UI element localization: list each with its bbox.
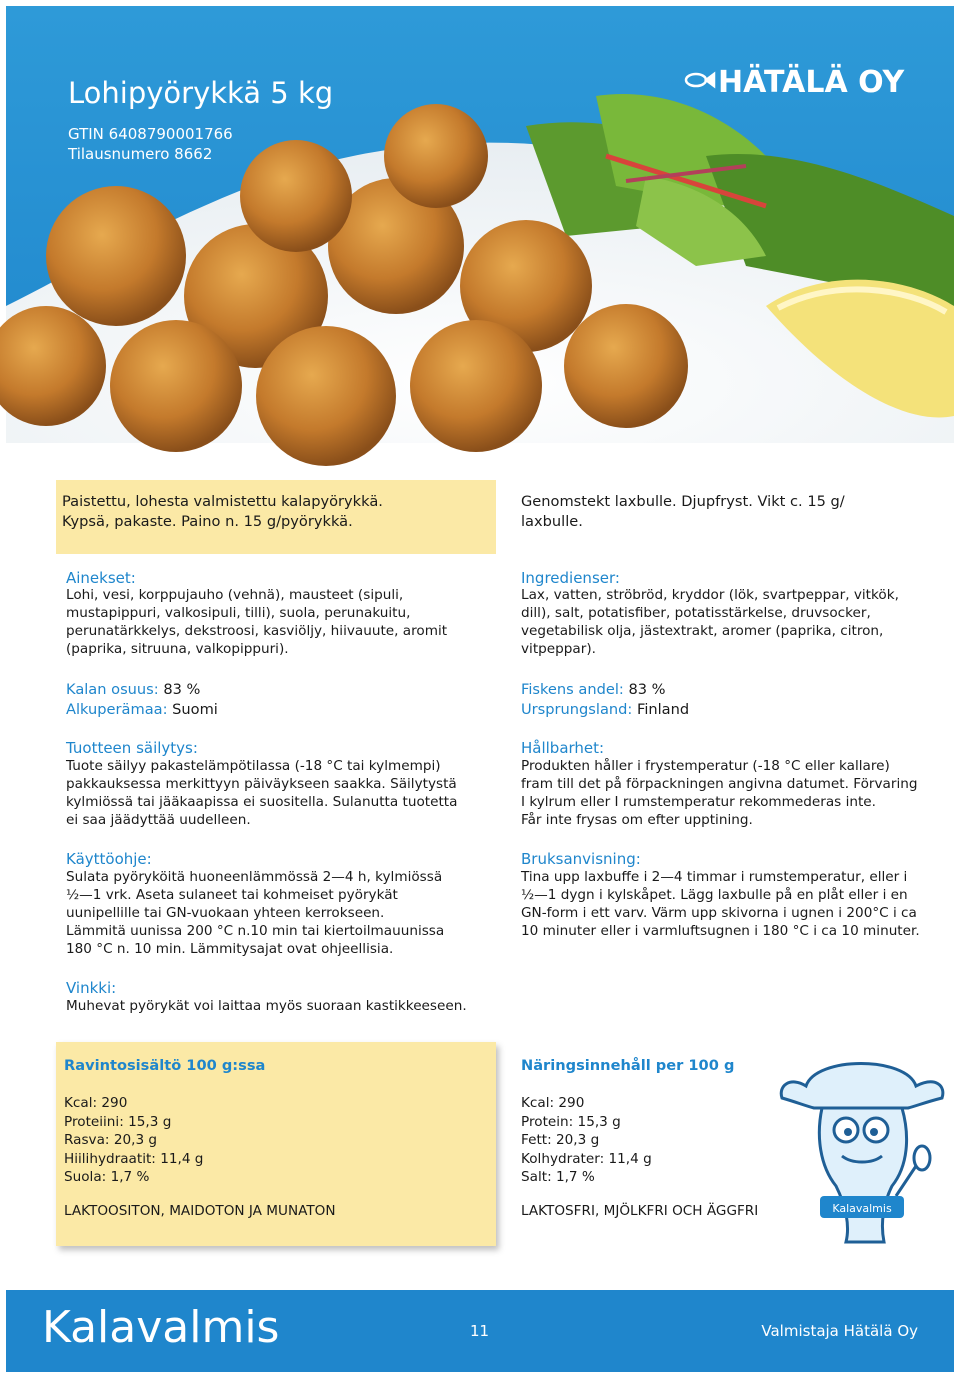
free-from-fi: LAKTOOSITON, MAIDOTON JA MUNATON (64, 1203, 336, 1219)
nutrition-item: Kcal: 290 (64, 1095, 128, 1111)
ingredients-sv-line4: vitpeppar). (521, 641, 596, 657)
intro-fi-line1: Paistettu, lohesta valmistettu kalapyörykkä. (62, 493, 383, 510)
nutrition-item: Kolhydrater: 11,4 g (521, 1150, 652, 1167)
footer-maker: Valmistaja Hätälä Oy (761, 1322, 918, 1340)
page-number: 11 (470, 1322, 490, 1340)
ingredients-fi-line3: perunatärkkelys, dekstroosi, kasviöljy, hiivauute, aromit (66, 623, 448, 639)
chef-fish-mascot (776, 1046, 948, 1246)
ingredients-heading-sv: Ingredienser: (521, 569, 620, 587)
usage-sv-line1: Tina upp laxbuffe i 2—4 timmar i rumstemperatur, eller i (521, 869, 908, 885)
usage-sv-line2: ½—1 dygn i kylskåpet. Lägg laxbulle på en plåt eller i en (521, 887, 908, 903)
free-from-sv: LAKTOSFRI, MJÖLKFRI OCH ÄGGFRI (521, 1203, 759, 1219)
usage-heading-fi: Käyttöohje: (66, 850, 152, 868)
ingredients-fi-line1: Lohi, vesi, korppujauho (vehnä), mausteet (sipuli, (66, 587, 404, 603)
intro-sv-line1: Genomstekt laxbulle. Djupfryst. Vikt c. 15 g/ (521, 493, 845, 510)
storage-heading-fi: Tuotteen säilytys: (66, 739, 198, 757)
fish-share-label: Fiskens andel: (521, 681, 624, 698)
storage-heading-sv: Hållbarhet: (521, 739, 605, 757)
nutrition-list-sv (521, 1094, 652, 1187)
storage-sv-line2: fram till det på förpackningen angivna datumet. Förvaring (521, 776, 918, 792)
ingredients-fi-line2: mustapippuri, valkosipuli, tilli), suola, perunakuitu, (66, 605, 411, 621)
ingredients-sv-line3: vegetabilisk olja, jästextrakt, aromer (paprika, citron, (521, 623, 884, 639)
usage-fi-line4: Lämmitä uunissa 200 °C n.10 min tai kiertoilmauunissa (66, 923, 445, 939)
product-title: Lohipyörykkä 5 kg (68, 76, 334, 110)
logo-text: HÄTÄLÄ OY (718, 65, 905, 100)
storage-sv-line1: Produkten håller i frystemperatur (-18 °C eller kallare) (521, 758, 890, 774)
nutrition-item: Fett: 20,3 g (521, 1132, 600, 1148)
usage-fi-line5: 180 °C n. 10 min. Lämmitysajat ovat ohjeellisia. (66, 941, 394, 957)
storage-fi-line3: kylmiössä tai jääkaapissa ei suositella. Sulanutta tuotetta (66, 794, 458, 810)
nutrition-item: Protein: 15,3 g (521, 1113, 621, 1130)
intro-fi-line2: Kypsä, pakaste. Paino n. 15 g/pyörykkä. (62, 513, 353, 530)
storage-fi-line1: Tuote säilyy pakastelämpötilassa (-18 °C tai kylmempi) (66, 758, 441, 774)
usage-heading-sv: Bruksanvisning: (521, 850, 641, 868)
tip-heading-fi: Vinkki: (66, 979, 117, 997)
gtin-code: GTIN 6408790001766 (68, 125, 233, 143)
storage-fi-line2: pakkauksessa merkittyyn päiväykseen saakka. Säilytystä (66, 776, 457, 792)
ingredients-sv-line2: dill), salt, potatisfiber, potatisstärkelse, druvsocker, (521, 605, 871, 621)
nutrition-heading-sv: Näringsinnehåll per 100 g (521, 1057, 735, 1074)
ingredients-heading-fi: Ainekset: (66, 569, 136, 587)
storage-fi-line4: ei saa jäädyttää uudelleen. (66, 812, 251, 828)
origin-label: Alkuperämaa: (66, 701, 168, 718)
usage-fi-line3: uunipellille tai GN-vuokaan yhteen kerrokseen. (66, 905, 385, 921)
usage-fi-line1: Sulata pyöryköitä huoneenlämmössä 2—4 h, kylmiössä (66, 869, 443, 885)
nutrition-item: Salt: 1,7 % (521, 1169, 595, 1185)
header-banner (6, 6, 954, 443)
footer-bar (6, 1290, 954, 1372)
origin-fi (66, 700, 218, 720)
origin-value: Finland (636, 701, 690, 718)
mascot-badge-text: Kalavalmis (832, 1202, 892, 1215)
usage-sv-line4: 10 minuter eller i varmluftsugnen i 180 °C i ca 10 minuter. (521, 923, 920, 939)
nutrition-item: Suola: 1,7 % (64, 1169, 150, 1185)
fish-share-value: 83 % (628, 681, 666, 698)
tip-fi-line1: Muhevat pyörykät voi laittaa myös suoraan kastikkeeseen. (66, 998, 467, 1014)
nutrition-item: Kcal: 290 (521, 1095, 585, 1111)
ingredients-sv-line1: Lax, vatten, ströbröd, kryddor (lök, svartpeppar, vitkök, (521, 587, 899, 603)
fish-share-fi (66, 680, 200, 700)
footer-brand: Kalavalmis (42, 1302, 280, 1353)
nutrition-item: Hiilihydraatit: 11,4 g (64, 1150, 204, 1167)
fish-share-sv (521, 680, 666, 700)
hatala-logo (682, 40, 905, 112)
origin-sv (521, 700, 689, 720)
storage-sv-line3: I kylrum eller I rumstemperatur rekommederas inte. (521, 794, 876, 810)
nutrition-item: Proteiini: 15,3 g (64, 1113, 172, 1130)
fish-share-value: 83 % (163, 681, 201, 698)
origin-label: Ursprungsland: (521, 701, 633, 718)
usage-sv-line3: GN-form i ett varv. Värm upp skivorna i ugnen i 200°C i ca (521, 905, 917, 921)
nutrition-list-fi (64, 1094, 203, 1187)
usage-fi-line2: ½—1 vrk. Aseta sulaneet tai kohmeiset pyörykät (66, 887, 398, 903)
nutrition-heading-fi: Ravintosisältö 100 g:ssa (64, 1057, 266, 1074)
order-number: Tilausnumero 8662 (68, 145, 213, 163)
origin-value: Suomi (172, 701, 218, 718)
ingredients-fi-line4: (paprika, sitruuna, valkopippuri). (66, 641, 289, 657)
nutrition-item: Rasva: 20,3 g (64, 1132, 158, 1148)
fish-share-label: Kalan osuus: (66, 681, 159, 698)
storage-sv-line4: Får inte frysas om efter upptining. (521, 812, 753, 828)
intro-sv-line2: laxbulle. (521, 513, 583, 530)
